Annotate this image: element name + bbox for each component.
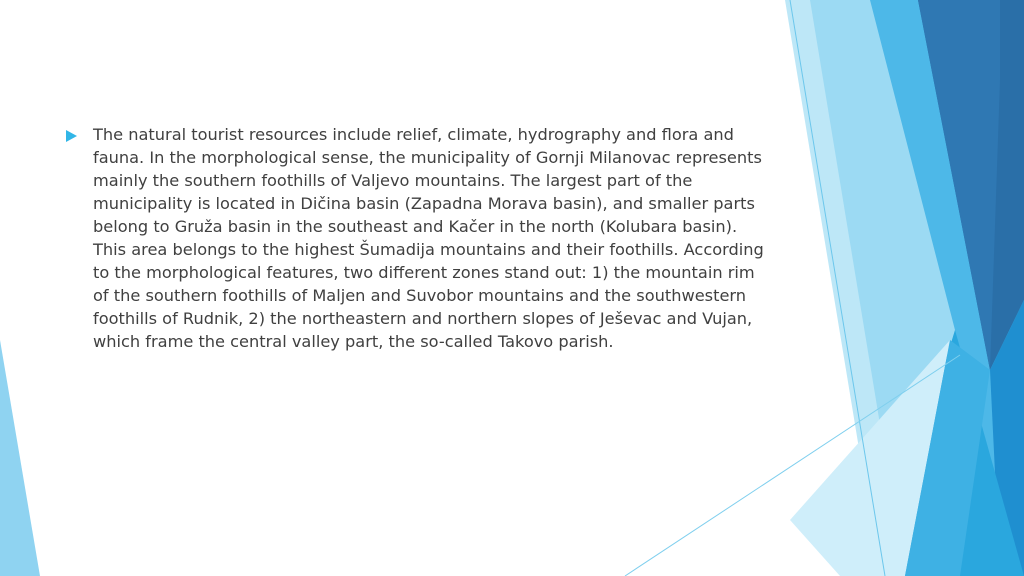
thin-line-bottom bbox=[625, 355, 960, 576]
right-pale-band bbox=[810, 0, 1024, 576]
right-light-shape bbox=[785, 0, 1024, 576]
left-edge-shape bbox=[0, 340, 40, 576]
right-deep-band bbox=[990, 300, 1024, 576]
bottom-light-wedge bbox=[790, 340, 950, 576]
right-dark-upper bbox=[918, 0, 1000, 370]
right-mid-shape bbox=[870, 0, 1024, 576]
bottom-blue-shape bbox=[880, 330, 1024, 576]
bottom-mid-wedge bbox=[905, 340, 990, 576]
right-dark-shape bbox=[918, 0, 1024, 370]
bullet-item bbox=[66, 123, 766, 353]
thin-line-diagonal bbox=[790, 0, 885, 576]
triangle-bullet-icon bbox=[66, 130, 77, 142]
bullet-text: The natural tourist resources include relief, climate, hydrography and flora and fauna. In the morphological sense, the municipality of Gornji Milanovac represents mainly the southern foothills of Valjevo mountains. The largest part of the municipality is located in Dičina basin (Zapadna Morava basin), and smaller parts belong to Gruža basin in the southeast and Kačer in the north (Kolubara basin). This area belongs to the highest Šumadija mountains and their foothills. According to the morphological features, two different zones stand out: 1) the mountain rim of the southern foothills of Maljen and Suvobor mountains and the southwestern foothills of Rudnik, 2) the northeastern and northern slopes of Ješevac and Vujan, which frame the central valley part, the so-called Takovo parish. bbox=[93, 125, 764, 351]
